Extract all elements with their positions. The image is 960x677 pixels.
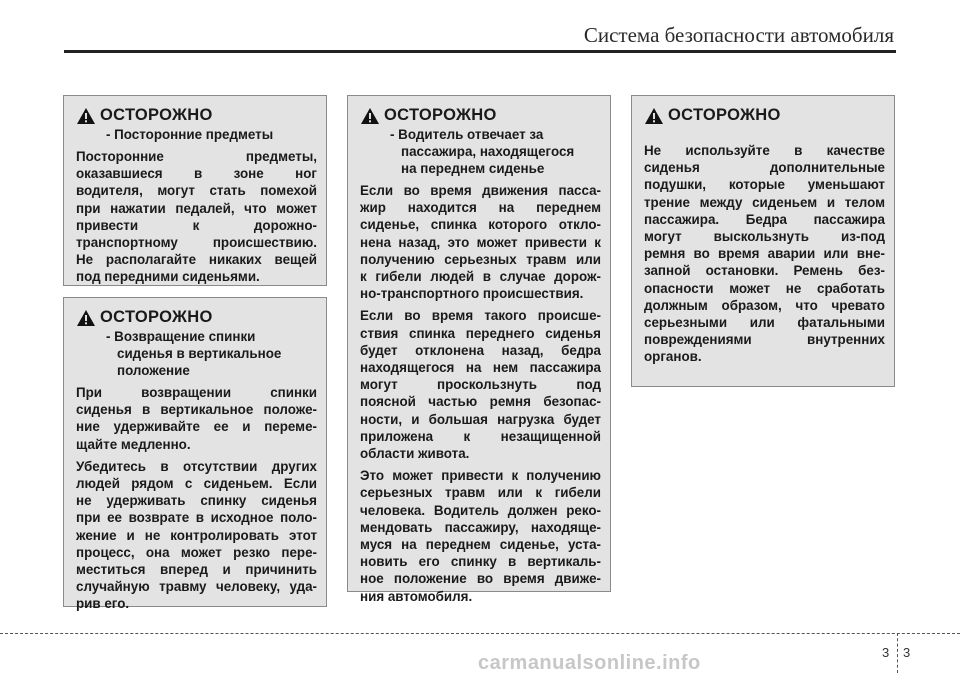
paragraph-line: повреждениями внутренних xyxy=(644,332,885,348)
page-number: 3 xyxy=(903,645,911,660)
caution-title-text: ОСТОРОЖНО xyxy=(100,308,213,326)
paragraph-line: Посторонние предметы, xyxy=(76,149,317,164)
warning-triangle-icon xyxy=(76,107,100,125)
paragraph-line: серьезных травм или к гибели xyxy=(360,485,601,501)
caution-subtitle-line: на переднем сиденье xyxy=(401,161,545,176)
paragraph-line: Если во время движения пасса- xyxy=(360,183,601,198)
header-rule xyxy=(64,50,896,53)
paragraph-line: муся на переднем сиденье, уста- xyxy=(360,537,601,553)
paragraph-line: при нажатии педалей, что может xyxy=(76,200,317,216)
paragraph-line: органов. xyxy=(644,349,702,365)
paragraph-line: сиденья в вертикальное положе- xyxy=(76,402,317,418)
paragraph-line: могут проскользнуть под xyxy=(360,377,601,393)
paragraph-line: водителя, могут стать помехой xyxy=(76,183,317,199)
paragraph-line: опасности может не сработать xyxy=(644,280,885,296)
caution-subtitle xyxy=(76,328,317,379)
caution-title-text: ОСТОРОЖНО xyxy=(100,106,213,124)
paragraph-line: не удерживать спинку сиденья xyxy=(76,493,317,509)
paragraph-line: но-транспортного происшествия. xyxy=(360,286,584,302)
caution-box-extra-cushions xyxy=(631,95,895,387)
paragraph-line: будет отклонена назад, бедра xyxy=(360,342,601,358)
paragraph-line: людей рядом с сиденьем. Если xyxy=(76,476,317,492)
paragraph-line: области живота. xyxy=(360,446,470,462)
caution-paragraph xyxy=(360,307,601,462)
paragraph-line: ности, и большая нагрузка будет xyxy=(360,411,601,427)
paragraph-line: серьезными или фатальными xyxy=(644,315,885,331)
caution-paragraph xyxy=(644,142,885,366)
caution-paragraph xyxy=(76,458,317,613)
paragraph-line: должным образом, что чревато xyxy=(644,297,885,313)
paragraph-line: жение и не контролировать этот xyxy=(76,527,317,543)
paragraph-line: трение между сиденьем и телом xyxy=(644,194,885,210)
paragraph-line: сиденье, спинка которого откло- xyxy=(360,217,601,233)
paragraph-line: Убедитесь в отсутствии других xyxy=(76,458,317,474)
caution-title xyxy=(644,106,885,125)
caution-subtitle-line: сиденья в вертикальное xyxy=(117,346,282,361)
warning-triangle-icon xyxy=(644,107,668,125)
caution-subtitle-line: - Посторонние предметы xyxy=(106,127,274,142)
page-separator xyxy=(897,633,898,673)
caution-paragraph xyxy=(360,467,601,605)
paragraph-line: Если во время такого происше- xyxy=(360,308,601,324)
caution-subtitle-line: пассажира, находящегося xyxy=(401,144,575,159)
caution-subtitle-line: - Водитель отвечает за xyxy=(390,127,544,142)
paragraph-line: новить его спинку в вертикаль- xyxy=(360,554,601,570)
paragraph-line: щайте медленно. xyxy=(76,436,191,452)
paragraph-line: жир находится на переднем xyxy=(360,200,601,216)
caution-paragraph xyxy=(360,182,601,302)
paragraph-line: ствия спинка переднего сиденья xyxy=(360,325,601,341)
paragraph-line: находящегося на нем пассажира xyxy=(360,360,601,376)
caution-title-text: ОСТОРОЖНО xyxy=(668,106,781,124)
paragraph-line: получению серьезных травм или xyxy=(360,251,601,267)
paragraph-line: поясной частью ремня безопас- xyxy=(360,394,601,410)
paragraph-line: под передними сиденьями. xyxy=(76,269,260,285)
caution-box-seatback-return xyxy=(63,297,327,612)
paragraph-line: Это может привести к получению xyxy=(360,468,601,484)
caution-title xyxy=(76,106,317,125)
caution-title-text: ОСТОРОЖНО xyxy=(384,106,497,124)
paragraph-line: ремня во время аварии или вне- xyxy=(644,246,885,262)
paragraph-line: транспортному происшествию. xyxy=(76,235,317,251)
paragraph-line: процесс, она может резко пере- xyxy=(76,544,317,560)
paragraph-line: пассажира. Бедра пассажира xyxy=(644,211,885,227)
caution-box-passenger-responsibility xyxy=(347,95,611,604)
paragraph-line: сиденья дополнительные xyxy=(644,160,885,176)
paragraph-line: к гибели людей в случае дорож- xyxy=(360,269,601,285)
paragraph-line: оказавшиеся в зоне ног xyxy=(76,166,317,182)
warning-triangle-icon xyxy=(360,107,384,125)
page-number-section: 3 xyxy=(882,645,890,660)
paragraph-line: человека. Водитель должен реко- xyxy=(360,502,601,518)
paragraph-line: ное положение во время движе- xyxy=(360,571,601,587)
caution-subtitle-line: положение xyxy=(117,363,190,378)
warning-triangle-icon xyxy=(76,309,100,327)
paragraph-line: случайную травму человеку, уда- xyxy=(76,579,317,595)
paragraph-line: Не располагайте никаких вещей xyxy=(76,252,317,268)
paragraph-line: привести к дорожно- xyxy=(76,217,317,233)
caution-subtitle xyxy=(360,126,601,177)
paragraph-line: рив его. xyxy=(76,596,130,612)
paragraph-line: приложена к незащищенной xyxy=(360,428,601,444)
paragraph-line: мендовать пассажиру, находяще- xyxy=(360,519,601,535)
caution-paragraph xyxy=(76,148,317,286)
caution-subtitle-line: - Возвращение спинки xyxy=(106,329,256,344)
paragraph-line: меститься вперед и причинить xyxy=(76,562,317,578)
caution-box-foreign-objects xyxy=(63,95,327,286)
watermark-logo: carmanualsonline.info xyxy=(478,652,701,674)
paragraph-line: запной остановки. Ремень без- xyxy=(644,263,885,279)
footer-rule xyxy=(0,633,960,634)
paragraph-line: нена назад, это может привести к xyxy=(360,234,601,250)
page-header-title: Система безопасности автомобиля xyxy=(583,23,894,47)
paragraph-line: Не используйте в качестве xyxy=(644,143,885,158)
caution-paragraph xyxy=(76,384,317,453)
caution-subtitle xyxy=(76,126,317,143)
paragraph-line: при ее возврате в исходное поло- xyxy=(76,510,317,526)
caution-title xyxy=(360,106,601,125)
caution-title xyxy=(76,308,317,327)
paragraph-line: могут выскользнуть из-под xyxy=(644,229,885,245)
paragraph-line: ния автомобиля. xyxy=(360,588,473,604)
paragraph-line: подушки, которые уменьшают xyxy=(644,177,885,193)
paragraph-line: ние удерживайте ее и переме- xyxy=(76,419,317,435)
paragraph-line: При возвращении спинки xyxy=(76,385,317,400)
